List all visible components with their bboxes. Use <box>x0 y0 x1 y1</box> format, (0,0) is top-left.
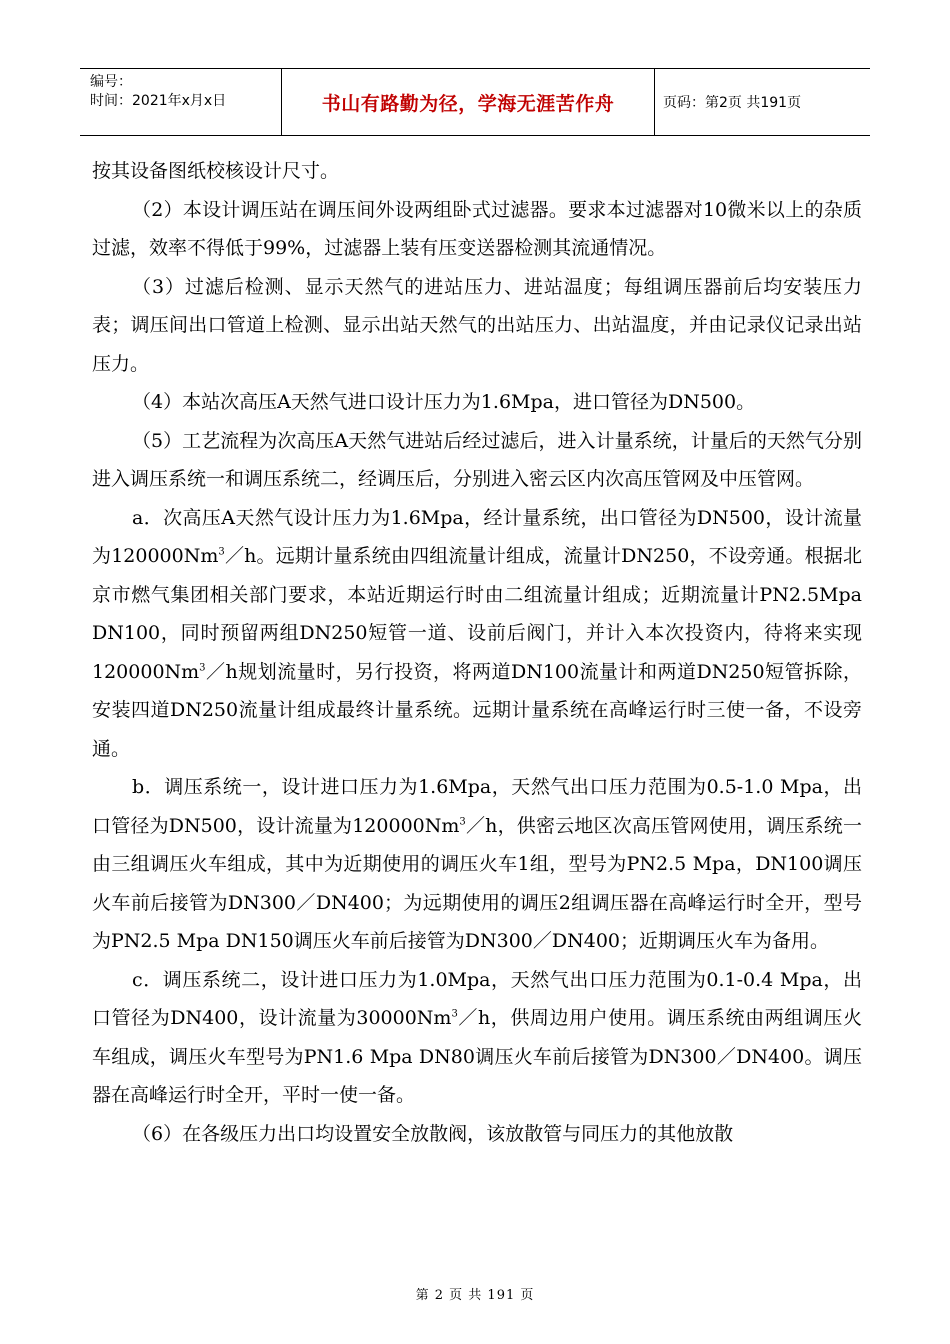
item-c-text-2: ／h，供周边用户使用。调压系统由两组调压火车组成，调压火车型号为PN1.6 Mpa DN80调压火车前后接管为DN300／DN400。调压器在高峰运行时全开，平时一使一备。 <box>92 1007 862 1106</box>
item-b-text-2: ／h，供密云地区次高压管网使用，调压系统一由三组调压火车组成，其中为近期使用的调压火车1组，型号为PN2.5 Mpa，DN100调压火车前后接管为DN300／DN400；为远期使用的调压2组调压器在高峰运行时全开，型号为PN2.5 Mpa DN150调压火车前后接管为DN300／DN400；近期调压火车为备用。 <box>92 814 862 952</box>
document-time: 时间：2021年x月x日 <box>90 93 227 109</box>
page-footer: 第 2 页 共 191 页 <box>415 1288 535 1303</box>
paragraph-detection: （3）过滤后检测、显示天然气的进站压力、进站温度；每组调压器前后均安装压力表；调压间出口管道上检测、显示出站天然气的出站压力、出站温度，并由记录仪记录出站压力。 <box>92 275 862 375</box>
document-body <box>92 152 862 1153</box>
header-meta <box>80 69 282 135</box>
paragraph-process-flow: （5）工艺流程为次高压A天然气进站后经过滤后，进入计量系统，计量后的天然气分别进入调压系统一和调压系统二，经调压后，分别进入密云区内次高压管网及中压管网。 <box>92 429 862 490</box>
header-motto: 书山有路勤为径，学海无涯苦作舟 <box>282 69 655 135</box>
header-page-info: 页码：第2页 共191页 <box>663 95 802 111</box>
item-b-superscript: 3 <box>459 816 466 828</box>
item-a-superscript-1: 3 <box>218 546 225 558</box>
paragraph-inlet-pressure: （4）本站次高压A天然气进口设计压力为1.6Mpa，进口管径为DN500。 <box>132 391 756 413</box>
item-a-superscript-2: 3 <box>199 662 206 674</box>
item-a-text-2: ／h。远期计量系统由四组流量计组成，流量计DN250，不设旁通。根据北京市燃气集团相关部门要求，本站近期运行时由二组流量计组成；近期流量计PN2.5Mpa DN100，同时预留两组DN250短管一道、设前后阀门，并计入本次投资内，待将来实现120000Nm <box>92 545 862 683</box>
paragraph-continuation: 按其设备图纸校核设计尺寸。 <box>92 160 340 182</box>
paragraph-item-a <box>92 499 862 769</box>
item-c-superscript: 3 <box>451 1008 458 1020</box>
item-a-text-3: ／h规划流量时，另行投资，将两道DN100流量计和两道DN250短管拆除，安装四道DN250流量计组成最终计量系统。远期计量系统在高峰运行时三使一备，不设旁通。 <box>92 660 862 760</box>
paragraph-item-b <box>92 768 862 961</box>
paragraph-filter: （2）本设计调压站在调压间外设两组卧式过滤器。要求本过滤器对10微米以上的杂质过滤，效率不得低于99%，过滤器上装有压变送器检测其流通情况。 <box>92 198 862 259</box>
page-header <box>80 68 870 136</box>
paragraph-safety-valve: （6）在各级压力出口均设置安全放散阀，该放散管与同压力的其他放散 <box>132 1122 734 1145</box>
document-number-label: 编号： <box>90 74 132 90</box>
item-a-text-1: a．次高压A天然气设计压力为1.6Mpa，经计量系统，出口管径为DN500，设计流量为120000Nm <box>92 506 862 567</box>
item-b-text-1: b．调压系统一，设计进口压力为1.6Mpa，天然气出口压力范围为0.5-1.0 Mpa，出口管径为DN500，设计流量为120000Nm <box>92 776 862 837</box>
paragraph-item-c <box>92 961 862 1115</box>
item-c-text-1: c．调压系统二，设计进口压力为1.0Mpa，天然气出口压力范围为0.1-0.4 Mpa，出口管径为DN400，设计流量为30000Nm <box>92 968 862 1029</box>
